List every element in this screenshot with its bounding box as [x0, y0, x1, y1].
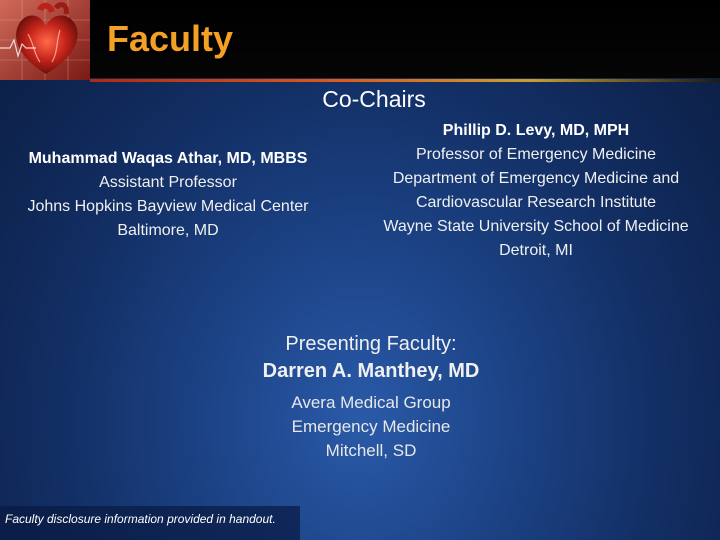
heart-logo-icon [0, 0, 90, 80]
right-chair-department-2: Cardiovascular Research Institute [415, 194, 657, 211]
right-chair-location: Detroit, MI [499, 242, 573, 259]
presenting-heading: Presenting Faculty: [285, 333, 457, 355]
right-chair-department-1: Department of Emergency Medicine and [392, 170, 680, 187]
left-chair-location: Baltimore, MD [117, 222, 219, 239]
presenting-department: Emergency Medicine [291, 417, 451, 436]
left-co-chair [0, 147, 336, 243]
co-chairs-heading: Co-Chairs [322, 86, 426, 112]
left-chair-position: Assistant Professor [99, 174, 237, 191]
right-co-chair [356, 119, 716, 263]
right-chair-position: Professor of Emergency Medicine [415, 146, 657, 163]
left-chair-name: Muhammad Waqas Athar, MD, MBBS [28, 150, 308, 167]
slide-title: Faculty [107, 18, 234, 59]
presenting-faculty [0, 331, 720, 463]
presenting-name: Darren A. Manthey, MD [262, 360, 480, 382]
right-chair-name: Phillip D. Levy, MD, MPH [442, 122, 630, 139]
presenting-organization: Avera Medical Group [291, 393, 451, 412]
disclosure-note: Faculty disclosure information provided in handout. [5, 512, 276, 526]
right-chair-institution: Wayne State University School of Medicine [383, 218, 689, 235]
header-divider [90, 79, 720, 82]
left-chair-institution: Johns Hopkins Bayview Medical Center [27, 198, 309, 215]
presenting-location: Mitchell, SD [325, 441, 417, 460]
